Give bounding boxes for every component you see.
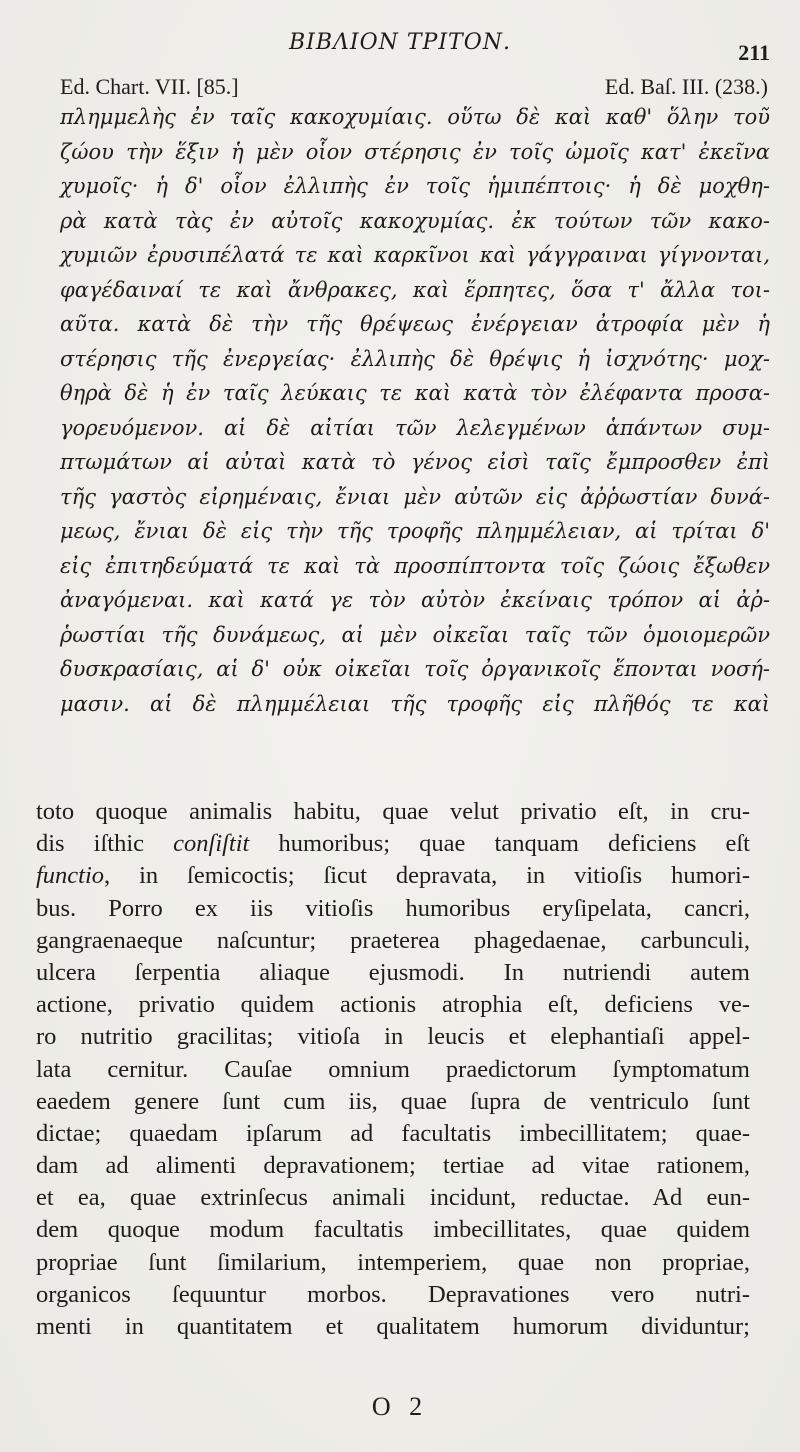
latin-line — [36, 1086, 750, 1118]
latin-line — [36, 860, 750, 892]
greek-line: ῥωστίαι τῆς δυνάμεως, αἱ μὲν οἰκεῖαι ταῖς τῶν ὁμοιομερῶν — [60, 622, 770, 647]
page-number: 211 — [738, 40, 770, 65]
greek-line: μασιν. αἱ δὲ πλημμέλειαι τῆς τροφῆς εἰς πλῆθός τε καὶ — [60, 691, 770, 716]
latin-segment: organicos ſequuntur morbos. Depravationes vero nutri- — [36, 1280, 750, 1308]
greek-line: πτωμάτων αἱ αὐταὶ κατὰ τὸ γένος εἰσὶ ταῖς ἔμπροσθεν ἐπὶ — [60, 450, 770, 474]
latin-segment: bus. Porro ex iis vitioſis humoribus eryſipelata, cancri, — [36, 894, 750, 922]
latin-segment: eaedem genere ſunt cum iis, quae ſupra de ventriculo ſunt — [36, 1087, 750, 1115]
latin-segment: et ea, quae extrinſecus animali incidunt, reductae. Ad eun- — [36, 1184, 750, 1212]
greek-line: χυμιῶν ἐρυσιπέλατά τε καὶ καρκῖνοι καὶ γάγγραιναι γίγνονται, — [60, 243, 770, 267]
greek-line: μεως, ἔνιαι δὲ εἰς τὴν τῆς τροφῆς πλημμέλειαν, αἱ τρίται δ' — [60, 519, 770, 543]
greek-line: δυσκρασίαις, αἱ δ' οὐκ οἰκεῖαι τοῖς ὀργανικοῖς ἕπονται νοσή- — [60, 657, 770, 681]
latin-line — [36, 1150, 750, 1182]
greek-line: πλημμελὴς ἐν ταῖς κακοχυμίαις. οὕτω δὲ καὶ καθ' ὅλην τοῦ — [60, 105, 770, 129]
greek-text-block — [60, 100, 770, 721]
latin-segment: dis iſthic — [36, 830, 174, 858]
running-head — [0, 30, 800, 65]
latin-segment: , in ſemicoctis; ſicut depravata, in vitioſis humori- — [104, 862, 750, 890]
latin-segment: toto quoque animalis habitu, quae velut privatio eſt, in cru- — [36, 798, 750, 825]
latin-segment: dictae; quaedam ipſarum ad facultatis imbecillitatem; quae- — [36, 1119, 750, 1147]
latin-italic-segment: conſiſtit — [173, 830, 250, 858]
latin-line — [36, 957, 750, 989]
latin-line — [36, 989, 750, 1021]
greek-line: τῆς γαστὸς εἰρημέναις, ἔνιαι μὲν αὐτῶν εἰς ἀῤῥωστίαν δυνά- — [60, 484, 770, 509]
latin-line — [36, 1214, 750, 1246]
latin-segment: humoribus; quae tanquam deficiens eſt — [249, 830, 750, 858]
greek-line: αῦτα. κατὰ δὲ τὴν τῆς θρέψεως ἐνέργειαν ἀτροφία μὲν ἡ — [60, 312, 770, 336]
greek-line: στέρησις τῆς ἐνεργείας· ἐλλιπὴς δὲ θρέψις ἡ ἰσχνότης· μοχ- — [60, 346, 770, 371]
latin-line — [36, 1118, 750, 1150]
latin-line — [36, 925, 750, 957]
latin-segment: propriae ſunt ſimilarium, intemperiem, quae non propriae, — [36, 1248, 750, 1276]
latin-line — [36, 1311, 750, 1343]
greek-line: γορευόμενον. αἱ δὲ αἰτίαι τῶν λελεγμένων ἁπάντων συμ- — [60, 415, 770, 440]
edition-reference-line — [60, 74, 768, 102]
greek-line: θηρὰ δὲ ἡ ἐν ταῖς λεύκαις τε καὶ κατὰ τὸν ἐλέφαντα προσα- — [60, 381, 770, 405]
greek-line: ἀναγόμεναι. καὶ κατά γε τὸν αὐτὸν ἐκείναις τρόπον αἱ ἀῤ- — [60, 588, 770, 612]
greek-line: ζώου τὴν ἕξιν ἡ μὲν οἷον στέρησις ἐν τοῖς ὠμοῖς κατ' ἐκεῖνα — [60, 139, 770, 164]
greek-line: χυμοῖς· ἡ δ' οἷον ἐλλιπὴς ἐν τοῖς ἡμιπέπτοις· ἡ δὲ μοχθη- — [60, 174, 770, 198]
signature-mark: O 2 — [371, 1392, 429, 1421]
running-title: ΒΙΒΛΙΟΝ ΤΡΙΤΟΝ. — [288, 30, 511, 55]
latin-segment: ro nutritio gracilitas; vitioſa in leucis et elephantiaſi appel- — [36, 1023, 750, 1051]
latin-line — [36, 1054, 750, 1086]
greek-line: φαγέδαιναί τε καὶ ἄνθρακες, καὶ ἕρπητες, ὅσα τ' ἄλλα τοι- — [60, 277, 770, 302]
latin-line — [36, 1021, 750, 1053]
latin-segment: dam ad alimenti depravationem; tertiae ad vitae rationem, — [36, 1152, 750, 1180]
latin-line — [36, 1182, 750, 1214]
latin-line — [36, 796, 750, 828]
latin-line — [36, 893, 750, 925]
latin-segment: ulcera ſerpentia aliaque ejusmodi. In nutriendi autem — [36, 958, 750, 986]
greek-line: εἰς ἐπιτηδεύματά τε καὶ τὰ προσπίπτοντα τοῖς ζώοις ἔξωθεν — [60, 553, 770, 578]
latin-segment: dem quoque modum facultatis imbecillitates, quae quidem — [36, 1216, 750, 1244]
latin-line — [36, 828, 750, 860]
latin-text-block — [36, 796, 750, 1343]
latin-line — [36, 1247, 750, 1279]
latin-segment: actione, privatio quidem actionis atrophia eſt, deficiens ve- — [36, 991, 750, 1019]
latin-line — [36, 1279, 750, 1311]
latin-italic-segment: functio — [36, 862, 105, 890]
greek-line: ρὰ κατὰ τὰς ἐν αὐτοῖς κακοχυμίας. ἐκ τούτων τῶν κακο- — [60, 208, 770, 233]
latin-segment: gangraenaeque naſcuntur; praeterea phagedaenae, carbunculi, — [36, 926, 750, 954]
latin-segment: menti in quantitatem et qualitatem humorum dividuntur; — [36, 1313, 750, 1340]
edition-chart-reference: Ed. Chart. VII. [85.] — [60, 74, 239, 99]
edition-basel-reference: Ed. Baſ. III. (238.) — [604, 74, 768, 99]
latin-segment: lata cernitur. Cauſae omnium praedictorum ſymptomatum — [36, 1055, 750, 1083]
